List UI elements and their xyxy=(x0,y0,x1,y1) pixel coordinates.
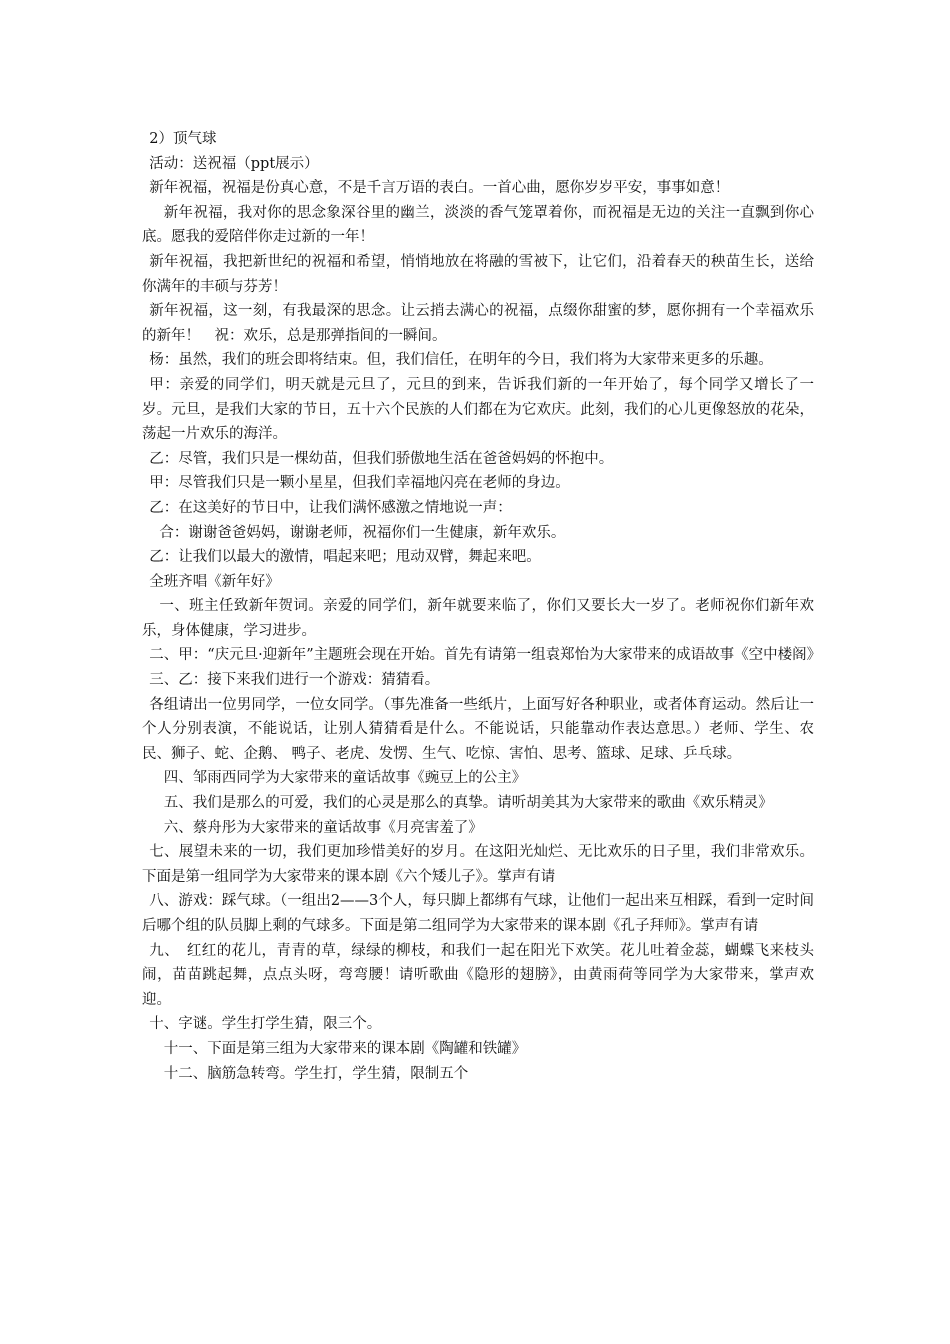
paragraph: 十一、下面是第三组为大家带来的课本剧《陶罐和铁罐》 xyxy=(163,1040,527,1057)
activity-heading: 活动：送祝福（ppt展示） xyxy=(149,155,319,172)
paragraph: 二、甲：“庆元旦·迎新年”主题班会现在开始。首先有请第一组袁郑怡为大家带来的成语故事《空中楼阁》 xyxy=(149,647,822,664)
paragraph: 九、 红红的花儿，青青的草，绿绿的柳枝，和我们一起在阳光下欢笑。花儿吐着金蕊，蝴蝶飞来枝头闹，苗苗跳起舞，点点头呀，弯弯腰！请听歌曲《隐形的翅膀》，由黄雨荷等同学为大家带来，掌声欢迎。 xyxy=(142,942,814,1008)
paragraph: 新年祝福，我对你的思念象深谷里的幽兰，淡淡的香气笼罩着你，而祝福是无边的关注一直飘到你心底。愿我的爱陪伴你走过新的一年！ xyxy=(142,204,814,246)
paragraph: 十、字谜。学生打学生猜，限三个。 xyxy=(149,1016,382,1033)
document-body xyxy=(142,127,822,1086)
section-heading: 2）顶气球 xyxy=(149,131,217,147)
paragraph: 各组请出一位男同学，一位女同学。（事先准备一些纸片，上面写好各种职业，或者体育运动。然后让一个人分别表演，不能说话，让别人猜猜看是什么。不能说话，只能靠动作表达意思。）老师、学生、农民、狮子、蛇、企鹅、 鸭子、老虎、发愣、生气、吃惊、害怕、思考、篮球、足球、乒乓球。 xyxy=(142,696,814,762)
paragraph: 甲：亲爱的同学们，明天就是元旦了，元旦的到来，告诉我们新的一年开始了，每个同学又增长了一岁。元旦，是我们大家的节日，五十六个民族的人们都在为它欢庆。此刻，我们的心儿更像怒放的花朵，荡起一片欢乐的海洋。 xyxy=(142,376,814,443)
paragraph: 乙：在这美好的节日中，让我们满怀感激之情地说一声： xyxy=(149,499,512,516)
paragraph: 全班齐唱《新年好》 xyxy=(149,573,280,590)
paragraph: 新年祝福，祝福是份真心意，不是千言万语的表白。一首心曲，愿你岁岁平安，事事如意！ xyxy=(149,180,730,197)
paragraph: 甲：尽管我们只是一颗小星星，但我们幸福地闪亮在老师的身边。 xyxy=(149,475,570,492)
paragraph: 八、游戏：踩气球。（一组出2——3个人，每只脚上都绑有气球，让他们一起出来互相踩，看到一定时间后哪个组的队员脚上剩的气球多。下面是第二组同学为大家带来的课本剧《孔子拜师》。掌声有请 xyxy=(142,893,814,934)
paragraph: 新年祝福，这一刻，有我最深的思念。让云捎去满心的祝福，点缀你甜蜜的梦，愿你拥有一个幸福欢乐的新年！ 祝：欢乐，总是那弹指间的一瞬间。 xyxy=(142,303,814,344)
paragraph: 新年祝福，我把新世纪的祝福和希望，悄悄地放在将融的雪被下，让它们，沿着春天的秧苗生长，送给你满年的丰硕与芬芳！ xyxy=(142,253,814,295)
paragraph: 三、乙：接下来我们进行一个游戏：猜猜看。 xyxy=(149,672,440,689)
paragraph: 一、班主任致新年贺词。亲爱的同学们，新年就要来临了，你们又要长大一岁了。老师祝你们新年欢乐，身体健康，学习进步。 xyxy=(142,598,814,639)
paragraph: 七、展望未来的一切，我们更加珍惜美好的岁月。在这阳光灿烂、无比欢乐的日子里，我们非常欢乐。下面是第一组同学为大家带来的课本剧《六个矮儿子》。掌声有请 xyxy=(142,844,814,885)
paragraph: 四、邹雨西同学为大家带来的童话故事《豌豆上的公主》 xyxy=(163,770,527,787)
paragraph: 十二、脑筋急转弯。学生打，学生猜，限制五个 xyxy=(163,1065,469,1082)
paragraph: 乙：尽管，我们只是一棵幼苗，但我们骄傲地生活在爸爸妈妈的怀抱中。 xyxy=(149,450,614,467)
paragraph: 六、蔡舟彤为大家带来的童话故事《月亮害羞了》 xyxy=(163,819,483,836)
paragraph: 五、我们是那么的可爱，我们的心灵是那么的真挚。请听胡美其为大家带来的歌曲《欢乐精灵》 xyxy=(163,795,773,812)
paragraph: 杨：虽然，我们的班会即将结束。但，我们信任，在明年的今日，我们将为大家带来更多的乐趣。 xyxy=(149,352,773,369)
paragraph: 乙：让我们以最大的激情，唱起来吧；甩动双臂，舞起来吧。 xyxy=(149,549,541,566)
paragraph: 合：谢谢爸爸妈妈，谢谢老师，祝福你们一生健康，新年欢乐。 xyxy=(159,524,566,541)
